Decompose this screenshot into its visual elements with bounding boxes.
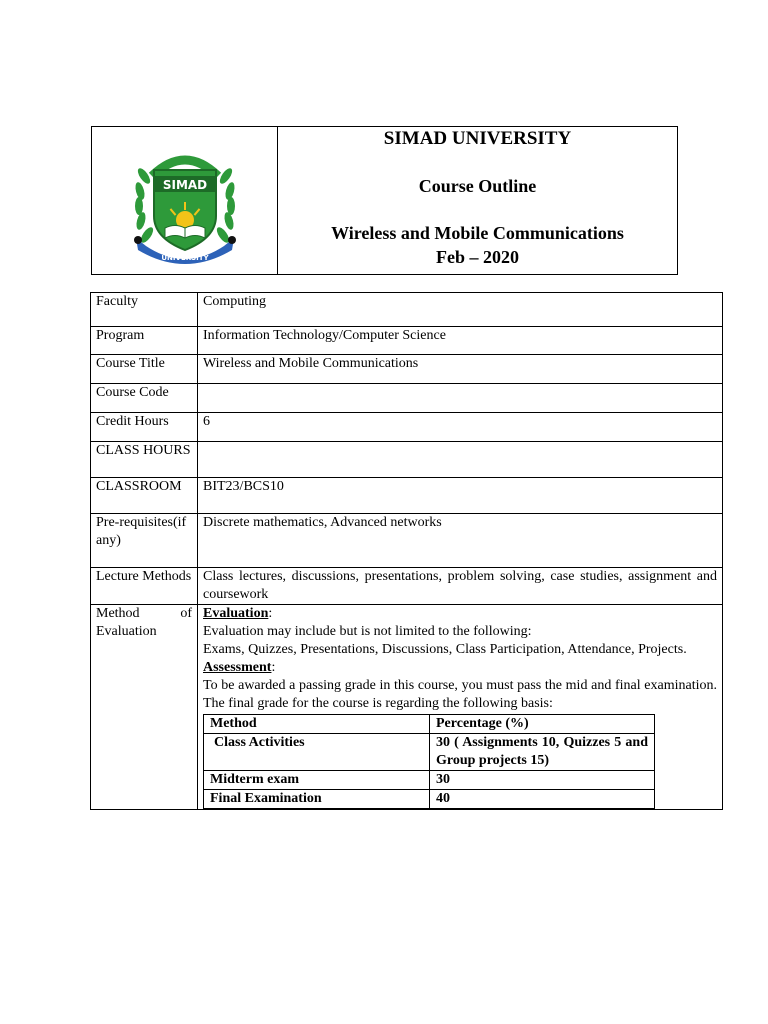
- row-label: Course Title: [91, 355, 198, 384]
- table-row: [91, 293, 723, 327]
- logo-cell: [92, 127, 278, 274]
- grading-header-percentage: Percentage (%): [430, 715, 655, 734]
- simad-university-logo: [132, 146, 238, 270]
- header-box: [91, 126, 678, 275]
- table-row: [91, 478, 723, 514]
- table-row: [91, 327, 723, 355]
- grading-row: [204, 790, 655, 809]
- evaluation-list: Exams, Quizzes, Presentations, Discussions, Class Participation, Attendance, Projects.: [203, 642, 687, 657]
- row-label: Credit Hours: [91, 413, 198, 442]
- row-label: CLASS HOURS: [91, 442, 198, 478]
- row-label: Faculty: [91, 293, 198, 327]
- row-label: Program: [91, 327, 198, 355]
- grading-method: Class Activities: [204, 734, 430, 771]
- row-label: Lecture Methods: [91, 568, 198, 605]
- title-cell: [278, 127, 677, 274]
- row-label: Method of Evaluation: [91, 605, 198, 810]
- document-type: Course Outline: [418, 176, 537, 196]
- course-info-table: [90, 292, 723, 810]
- table-row: [91, 442, 723, 478]
- row-label: CLASSROOM: [91, 478, 198, 514]
- grading-row: [204, 734, 655, 771]
- evaluation-heading: Evaluation: [203, 606, 269, 621]
- row-value: [198, 442, 723, 478]
- row-value: Computing: [198, 293, 723, 327]
- grading-percentage: 30 ( Assignments 10, Quizzes 5 and Group projects 15): [430, 734, 655, 771]
- table-row: [91, 355, 723, 384]
- table-row: [91, 384, 723, 413]
- assessment-text: To be awarded a passing grade in this course, you must pass the mid and final examination. The final grade for the course is regarding the following basis:: [203, 678, 717, 711]
- grading-method: Final Examination: [204, 790, 430, 809]
- course-name: Wireless and Mobile Communications: [331, 223, 624, 243]
- row-value: Class lectures, discussions, presentations, problem solving, case studies, assignment and coursework: [198, 568, 723, 605]
- svg-text:SIMAD: SIMAD: [162, 178, 208, 192]
- grading-row: [204, 771, 655, 790]
- table-row: [91, 568, 723, 605]
- row-label: Pre-requisites(if any): [91, 514, 198, 568]
- row-value: 6: [198, 413, 723, 442]
- row-value: Discrete mathematics, Advanced networks: [198, 514, 723, 568]
- evaluation-intro: Evaluation may include but is not limited to the following:: [203, 624, 532, 639]
- row-value: Information Technology/Computer Science: [198, 327, 723, 355]
- grading-header-row: [204, 715, 655, 734]
- grading-percentage: 40: [430, 790, 655, 809]
- row-value: Wireless and Mobile Communications: [198, 355, 723, 384]
- table-row: [91, 413, 723, 442]
- course-date: Feb – 2020: [436, 247, 519, 267]
- table-row: [91, 514, 723, 568]
- row-value: [198, 384, 723, 413]
- grading-percentage: 30: [430, 771, 655, 790]
- table-row-evaluation: [91, 605, 723, 810]
- row-label: Course Code: [91, 384, 198, 413]
- assessment-heading: Assessment: [203, 660, 272, 675]
- row-value: BIT23/BCS10: [198, 478, 723, 514]
- svg-text:UNIVERSITY: UNIVERSITY: [161, 254, 209, 262]
- grading-table: [203, 714, 655, 809]
- university-name: SIMAD UNIVERSITY: [383, 128, 572, 149]
- evaluation-cell: Evaluation: Evaluation may include but is not limited to the following: Exams, Quizzes, Presentations, Discussions, Class Participation, Attendance, Projects. Assessment: To be awarded a passing grade in this course, you must pass the mid and final examination. The final grade for the course is regarding the following basis: Method Percentage (%) Class Activities 30 ( Assignments 10, Quizzes 5 and Group projects 15) Midterm exam 30 Final Examination 40: [198, 605, 723, 810]
- grading-header-method: Method: [204, 715, 430, 734]
- grading-method: Midterm exam: [204, 771, 430, 790]
